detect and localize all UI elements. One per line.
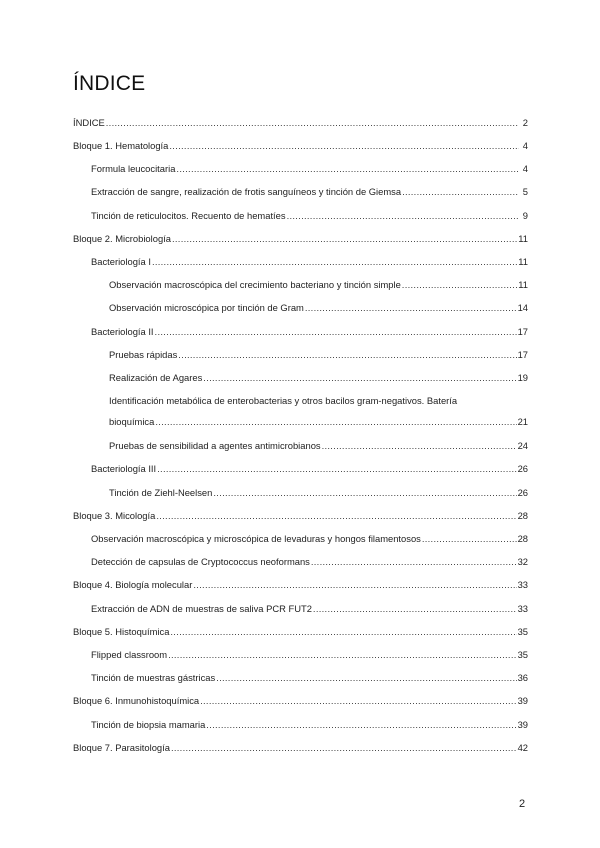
dot-leader [203,372,516,384]
toc-entry-pruebas-rapidas[interactable] [109,349,528,361]
dot-leader [170,626,516,638]
dot-leader [156,510,516,522]
toc-entry-label: ÍNDICE [73,117,105,128]
toc-entry-page: 4 [522,163,528,174]
dot-leader [402,279,517,291]
dot-leader [402,186,519,198]
toc-entry-page: 33 [517,579,528,590]
toc-entry-page: 35 [517,649,528,660]
toc-entry-page: 28 [517,510,528,521]
toc-entry-label: Bloque 1. Hematología [73,140,169,151]
toc-entry-label: Tinción de reticulocitos. Recuento de hematíes [91,210,286,221]
toc-entry-bloque-3[interactable] [73,510,528,522]
toc-entry-extraccion-adn[interactable] [91,603,528,615]
dot-leader [172,233,517,245]
toc-entry-ziehl-neelsen[interactable] [109,487,528,499]
dot-leader [193,579,516,591]
dot-leader [157,463,516,475]
dot-leader [106,117,519,129]
toc-entry-label: Bloque 7. Parasitología [73,742,170,753]
toc-entry-label: Bacteriología III [91,463,157,474]
toc-entry-bloque-1[interactable] [73,140,528,152]
toc-entry-label: Observación macroscópica del crecimiento bacteriano y tinción simple [109,279,401,290]
toc-entry-label: Bloque 6. Inmunohistoquímica [73,695,200,706]
dot-leader [200,695,516,707]
toc-entry-page: 21 [517,416,528,427]
dot-leader [168,649,516,661]
dot-leader [169,140,519,152]
toc-entry-label-continued: bioquímica [109,416,155,427]
toc-entry-page: 39 [517,719,528,730]
toc-entry-label: Observación microscópica por tinción de Gram [109,302,304,313]
toc-entry-label: Bloque 2. Microbiología [73,233,171,244]
page-number: 2 [519,798,526,810]
toc-entry-realizacion-agares[interactable] [109,372,528,384]
toc-entry-page: 39 [517,695,528,706]
dot-leader [305,302,517,314]
toc-entry-bloque-7[interactable] [73,742,528,754]
dot-leader [206,719,516,731]
toc-entry-tincion-reticulocitos[interactable] [91,210,528,222]
toc-entry-bloque-5[interactable] [73,626,528,638]
toc-entry-bacteriologia-1[interactable] [91,256,528,268]
dot-leader [155,326,517,338]
toc-entry-label: Pruebas rápidas [109,349,178,360]
toc-entry-bloque-2[interactable] [73,233,528,245]
toc-entry-label: Bloque 3. Micología [73,510,156,521]
dot-leader [287,210,519,222]
toc-entry-bacteriologia-2[interactable] [91,326,528,338]
toc-entry-label: Bloque 5. Histoquímica [73,626,170,637]
toc-entry-page: 32 [517,556,528,567]
toc-entry-label: Bloque 4. Biología molecular [73,579,193,590]
toc-entry-page: 28 [517,533,528,544]
toc-entry-page: 2 [522,117,528,128]
toc-entry-page: 26 [517,463,528,474]
toc-entry-label: Detección de capsulas de Cryptococcus neoformans [91,556,310,567]
toc-entry-page: 17 [517,349,528,360]
dot-leader [422,533,517,545]
toc-entry-bloque-4[interactable] [73,579,528,591]
dot-leader [313,603,517,615]
toc-entry-label: Tinción de biopsia mamaria [91,719,206,730]
toc-entry-page: 11 [518,256,528,267]
toc-entry-extraccion-sangre[interactable] [91,186,528,198]
toc-entry-identificacion-metabolica[interactable] [109,395,528,428]
toc-entry-label: Tinción de muestras gástricas [91,672,216,683]
toc-entry-label: Extracción de sangre, realización de frotis sanguíneos y tinción de Giemsa [91,186,402,197]
toc-entry-page: 36 [517,672,528,683]
toc-entry-page: 35 [517,626,528,637]
page-title: ÍNDICE [73,72,146,95]
dot-leader [152,256,517,268]
toc-entry-flipped-classroom[interactable] [91,649,528,661]
toc-entry-bacteriologia-3[interactable] [91,463,528,475]
toc-entry-muestras-gastricas[interactable] [91,672,528,684]
dot-leader [213,487,516,499]
dot-leader [176,163,519,175]
toc-entry-label: Bacteriología I [91,256,151,267]
toc-entry-label: Observación macroscópica y microscópica de levaduras y hongos filamentosos [91,533,421,544]
toc-entry-page: 19 [517,372,528,383]
dot-leader [322,440,517,452]
dot-leader [178,349,516,361]
toc-entry-page: 24 [517,440,528,451]
toc-entry-biopsia-mamaria[interactable] [91,719,528,731]
toc-entry-bloque-6[interactable] [73,695,528,707]
toc-entry-label: Pruebas de sensibilidad a agentes antimicrobianos [109,440,321,451]
toc-entry-page: 14 [517,302,528,313]
toc-entry-cryptococcus[interactable] [91,556,528,568]
toc-entry-formula-leucocitaria[interactable] [91,163,528,175]
dot-leader [216,672,516,684]
toc-entry-page: 9 [522,210,528,221]
dot-leader [311,556,517,568]
toc-entry-label: Identificación metabólica de enterobacterias y otros bacilos gram-negativos. Batería [109,395,458,406]
toc-entry-page: 42 [517,742,528,753]
toc-entry-observacion-macroscopica[interactable] [109,279,528,291]
toc-entry-label: Flipped classroom [91,649,168,660]
toc-entry-page: 5 [522,186,528,197]
toc-entry-label: Extracción de ADN de muestras de saliva PCR FUT2 [91,603,312,614]
toc-entry-label: Tinción de Ziehl-Neelsen [109,487,213,498]
toc-entry-label: Realización de Agares [109,372,203,383]
toc-entry-label: Formula leucocitaria [91,163,176,174]
toc-entry-page: 33 [517,603,528,614]
toc-entry-label: Bacteriología II [91,326,154,337]
toc-entry-levaduras-hongos[interactable] [91,533,528,545]
toc-entry-tincion-gram[interactable] [109,302,528,314]
toc-entry-page: 11 [518,233,528,244]
toc-entry-indice[interactable] [73,117,528,129]
dot-leader [171,742,517,754]
toc-entry-page: 11 [518,279,528,290]
toc-entry-page: 26 [517,487,528,498]
dot-leader [155,416,516,428]
toc-entry-page: 4 [522,140,528,151]
toc-entry-pruebas-sensibilidad[interactable] [109,440,528,452]
toc-entry-page: 17 [517,326,528,337]
